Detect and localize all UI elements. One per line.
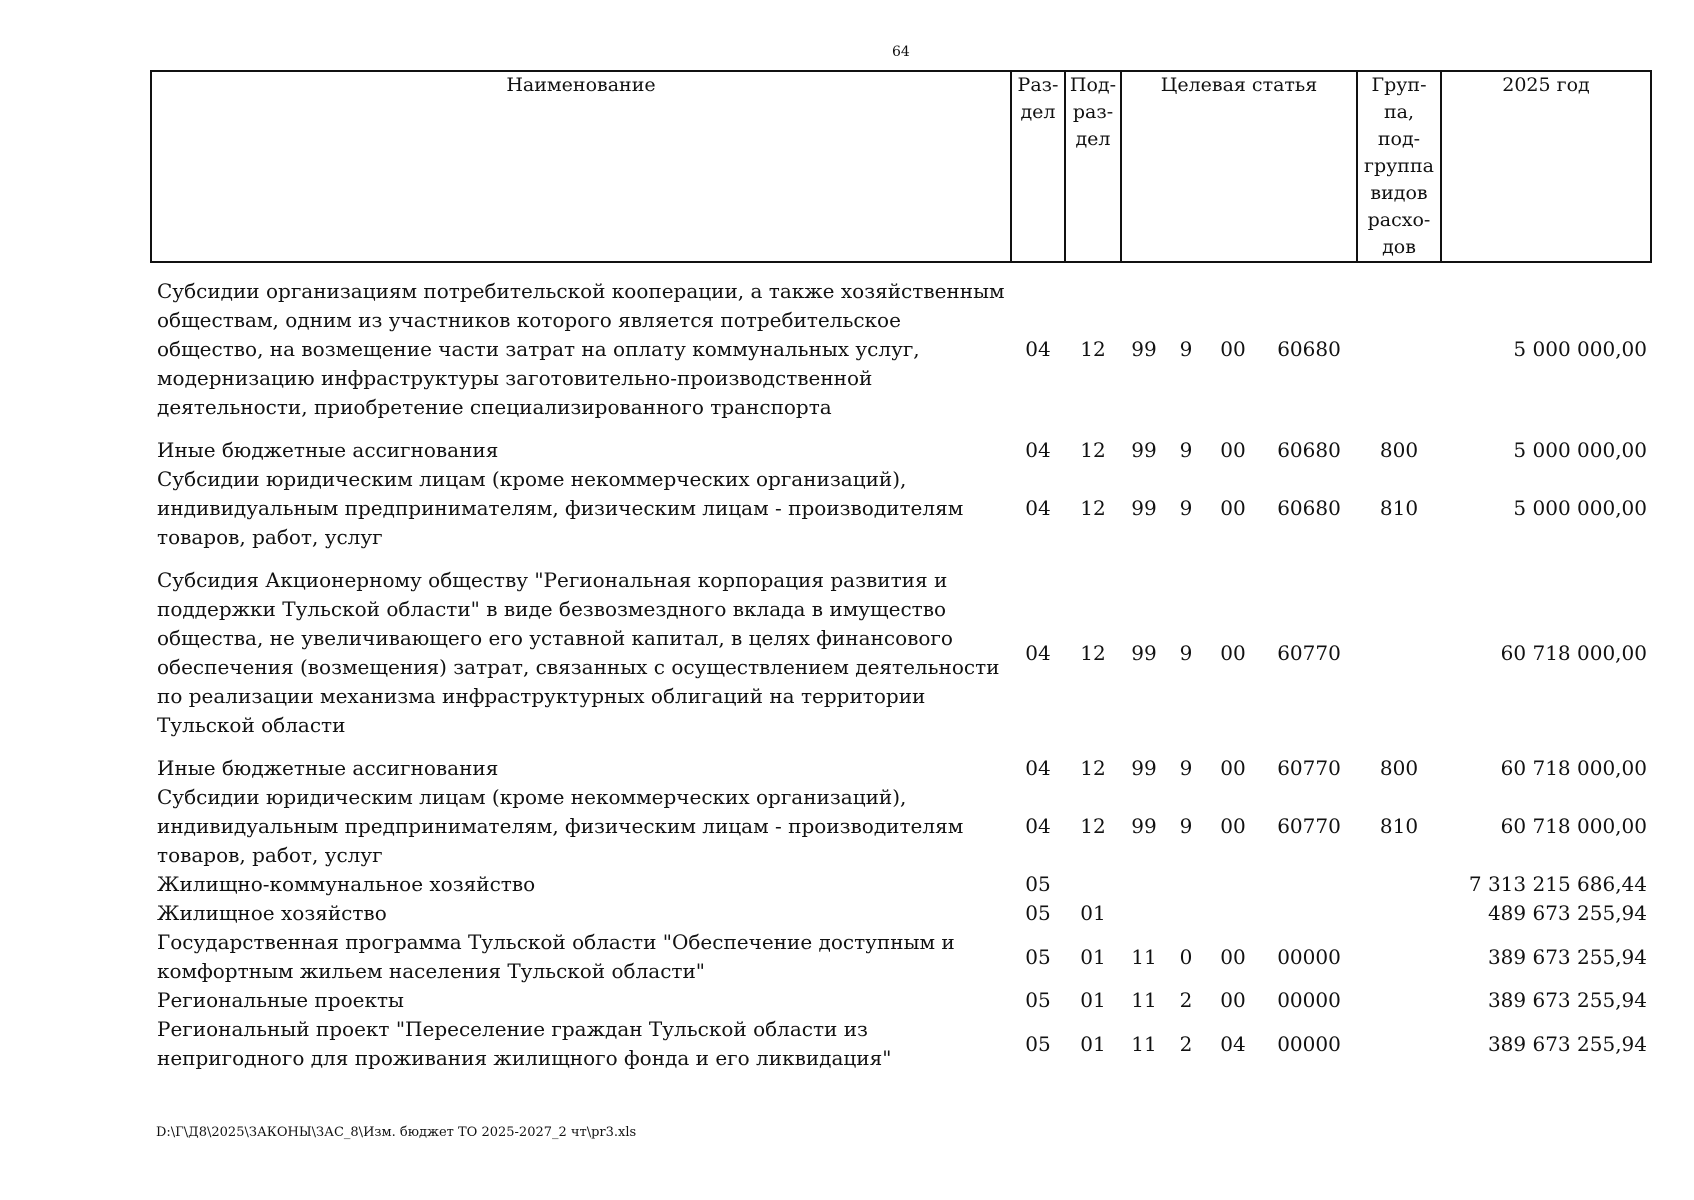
table-row bbox=[151, 870, 1651, 899]
row-target-1 bbox=[1121, 870, 1167, 899]
table-header-row bbox=[151, 71, 1651, 262]
row-name: Иные бюджетные ассигнования bbox=[157, 756, 499, 780]
row-target-4 bbox=[1261, 899, 1357, 928]
page-number: 64 bbox=[892, 44, 910, 60]
row-target-3: 00 bbox=[1220, 988, 1246, 1012]
table-row bbox=[151, 783, 1651, 870]
row-razdel: 04 bbox=[1025, 496, 1051, 520]
row-podrazdel: 01 bbox=[1080, 944, 1106, 969]
row-sum: 5 000 000,00 bbox=[1513, 337, 1647, 361]
row-group bbox=[1357, 986, 1441, 1015]
row-name: Субсидии юридическим лицам (кроме некоммерческих организаций), индивидуальным предпринимателям, физическим лицам - производителям товаров, работ, услуг bbox=[157, 467, 964, 549]
row-target-4: 00000 bbox=[1277, 1031, 1341, 1056]
row-target-1: 11 bbox=[1131, 1031, 1157, 1056]
row-sum: 60 718 000,00 bbox=[1500, 814, 1647, 838]
table-row bbox=[151, 277, 1651, 422]
row-razdel: 05 bbox=[1025, 1031, 1051, 1056]
table-row bbox=[151, 465, 1651, 552]
row-target-1: 11 bbox=[1131, 944, 1157, 969]
row-target-4 bbox=[1261, 870, 1357, 899]
row-target-3 bbox=[1205, 870, 1261, 899]
row-name: Субсидии юридическим лицам (кроме некоммерческих организаций), индивидуальным предпринимателям, физическим лицам - производителям товаров, работ, услуг bbox=[157, 785, 964, 867]
row-name: Субсидия Акционерному обществу "Региональная корпорация развития и поддержки Тульской области" в виде безвозмездного вклада в имущество общества, не увеличивающего его уставной капитал, в целях финансового обеспечения (возмещения) затрат, связанных с осуществлением деятельности по реализации механизма инфраструктурных облигаций на территории Тульской области bbox=[157, 568, 1000, 737]
row-group bbox=[1357, 1015, 1441, 1073]
table-row bbox=[151, 899, 1651, 928]
header-razdel: Раз-дел bbox=[1011, 71, 1065, 262]
row-podrazdel bbox=[1065, 870, 1121, 899]
row-group bbox=[1357, 566, 1441, 740]
row-sum: 7 313 215 686,44 bbox=[1468, 872, 1647, 896]
row-sum: 5 000 000,00 bbox=[1513, 496, 1647, 520]
row-razdel: 04 bbox=[1025, 756, 1051, 780]
row-razdel: 04 bbox=[1025, 337, 1051, 361]
row-target-1: 99 bbox=[1131, 337, 1157, 361]
row-target-2 bbox=[1167, 899, 1205, 928]
row-target-2: 2 bbox=[1179, 988, 1193, 1012]
row-target-3: 00 bbox=[1220, 640, 1246, 665]
row-target-3: 00 bbox=[1220, 337, 1246, 361]
row-target-4: 60770 bbox=[1277, 756, 1341, 780]
row-sum: 489 673 255,94 bbox=[1487, 901, 1647, 925]
row-target-3: 00 bbox=[1220, 756, 1246, 780]
row-target-1: 99 bbox=[1131, 496, 1157, 520]
row-target-1: 11 bbox=[1131, 988, 1157, 1012]
row-target-4: 60680 bbox=[1277, 496, 1341, 520]
row-group: 800 bbox=[1379, 438, 1419, 462]
row-target-4: 60770 bbox=[1277, 640, 1341, 665]
row-target-3: 00 bbox=[1220, 438, 1246, 462]
row-target-2: 9 bbox=[1179, 496, 1193, 520]
row-target-2: 9 bbox=[1179, 337, 1193, 361]
row-target-1: 99 bbox=[1131, 814, 1157, 838]
table-row bbox=[151, 928, 1651, 986]
table-row bbox=[151, 436, 1651, 465]
row-group bbox=[1357, 899, 1441, 928]
row-target-2: 9 bbox=[1179, 438, 1193, 462]
row-podrazdel: 01 bbox=[1080, 901, 1106, 925]
row-sum: 60 718 000,00 bbox=[1500, 756, 1647, 780]
row-razdel: 04 bbox=[1025, 438, 1051, 462]
row-group bbox=[1357, 277, 1441, 422]
row-podrazdel: 01 bbox=[1080, 1031, 1106, 1056]
row-sum: 389 673 255,94 bbox=[1487, 988, 1647, 1012]
row-sum: 389 673 255,94 bbox=[1487, 1031, 1647, 1056]
row-target-1: 99 bbox=[1131, 640, 1157, 665]
row-target-2: 9 bbox=[1179, 756, 1193, 780]
row-podrazdel: 01 bbox=[1080, 988, 1106, 1012]
row-group bbox=[1357, 870, 1441, 899]
row-razdel: 04 bbox=[1025, 814, 1051, 838]
table-row bbox=[151, 754, 1651, 783]
row-target-3: 00 bbox=[1220, 496, 1246, 520]
header-year: 2025 год bbox=[1441, 71, 1651, 262]
row-sum: 60 718 000,00 bbox=[1500, 640, 1647, 665]
footer-file-path: D:\Г\Д8\2025\ЗАКОНЫ\ЗАС_8\Изм. бюджет ТО 2025-2027_2 чт\pr3.xls bbox=[156, 1125, 637, 1140]
row-target-1: 99 bbox=[1131, 438, 1157, 462]
row-podrazdel: 12 bbox=[1080, 756, 1106, 780]
row-razdel: 05 bbox=[1025, 988, 1051, 1012]
row-podrazdel: 12 bbox=[1080, 337, 1106, 361]
row-name: Жилищно-коммунальное хозяйство bbox=[157, 872, 536, 896]
row-target-2: 9 bbox=[1179, 814, 1193, 838]
budget-table bbox=[150, 70, 1652, 1073]
row-razdel: 05 bbox=[1025, 944, 1051, 969]
row-group: 810 bbox=[1379, 496, 1419, 520]
header-group: Груп-па, под-группа видов расхо-дов bbox=[1357, 71, 1441, 262]
header-podrazdel: Под-раз-дел bbox=[1065, 71, 1121, 262]
row-razdel: 04 bbox=[1025, 640, 1051, 665]
row-name: Жилищное хозяйство bbox=[157, 901, 387, 925]
row-target-4: 00000 bbox=[1277, 944, 1341, 969]
row-group bbox=[1357, 928, 1441, 986]
row-podrazdel: 12 bbox=[1080, 814, 1106, 838]
row-name: Субсидии организациям потребительской кооперации, а также хозяйственным обществам, одним из участников которого является потребительское общество, на возмещение части затрат на оплату коммунальных услуг, модернизацию инфраструктуры заготовительно-производственной деятельности, приобретение специализированного транспорта bbox=[157, 279, 1005, 419]
row-name: Иные бюджетные ассигнования bbox=[157, 438, 499, 462]
row-razdel: 05 bbox=[1025, 872, 1051, 896]
row-name: Государственная программа Тульской области "Обеспечение доступным и комфортным жильем населения Тульской области" bbox=[157, 930, 955, 983]
row-target-2 bbox=[1167, 870, 1205, 899]
row-target-2: 0 bbox=[1179, 944, 1193, 969]
row-target-4: 60680 bbox=[1277, 337, 1341, 361]
row-razdel: 05 bbox=[1025, 901, 1051, 925]
row-target-3: 00 bbox=[1220, 944, 1246, 969]
row-target-4: 60680 bbox=[1277, 438, 1341, 462]
row-target-1 bbox=[1121, 899, 1167, 928]
row-group: 810 bbox=[1379, 814, 1419, 838]
row-target-4: 00000 bbox=[1277, 988, 1341, 1012]
row-target-4: 60770 bbox=[1277, 814, 1341, 838]
row-target-3: 00 bbox=[1220, 814, 1246, 838]
header-target: Целевая статья bbox=[1121, 71, 1357, 262]
table-row bbox=[151, 566, 1651, 740]
row-group: 800 bbox=[1379, 756, 1419, 780]
row-sum: 389 673 255,94 bbox=[1487, 944, 1647, 969]
row-target-3: 04 bbox=[1220, 1031, 1246, 1056]
row-podrazdel: 12 bbox=[1080, 496, 1106, 520]
row-podrazdel: 12 bbox=[1080, 438, 1106, 462]
row-target-1: 99 bbox=[1131, 756, 1157, 780]
row-target-2: 2 bbox=[1179, 1031, 1193, 1056]
row-sum: 5 000 000,00 bbox=[1513, 438, 1647, 462]
row-name: Региональный проект "Переселение граждан Тульской области из непригодного для проживания жилищного фонда и его ликвидация" bbox=[157, 1017, 892, 1070]
table-row bbox=[151, 1015, 1651, 1073]
row-target-2: 9 bbox=[1179, 640, 1193, 665]
header-name: Наименование bbox=[151, 71, 1011, 262]
row-target-3 bbox=[1205, 899, 1261, 928]
row-name: Региональные проекты bbox=[157, 988, 404, 1012]
table-row bbox=[151, 986, 1651, 1015]
row-podrazdel: 12 bbox=[1080, 640, 1106, 665]
